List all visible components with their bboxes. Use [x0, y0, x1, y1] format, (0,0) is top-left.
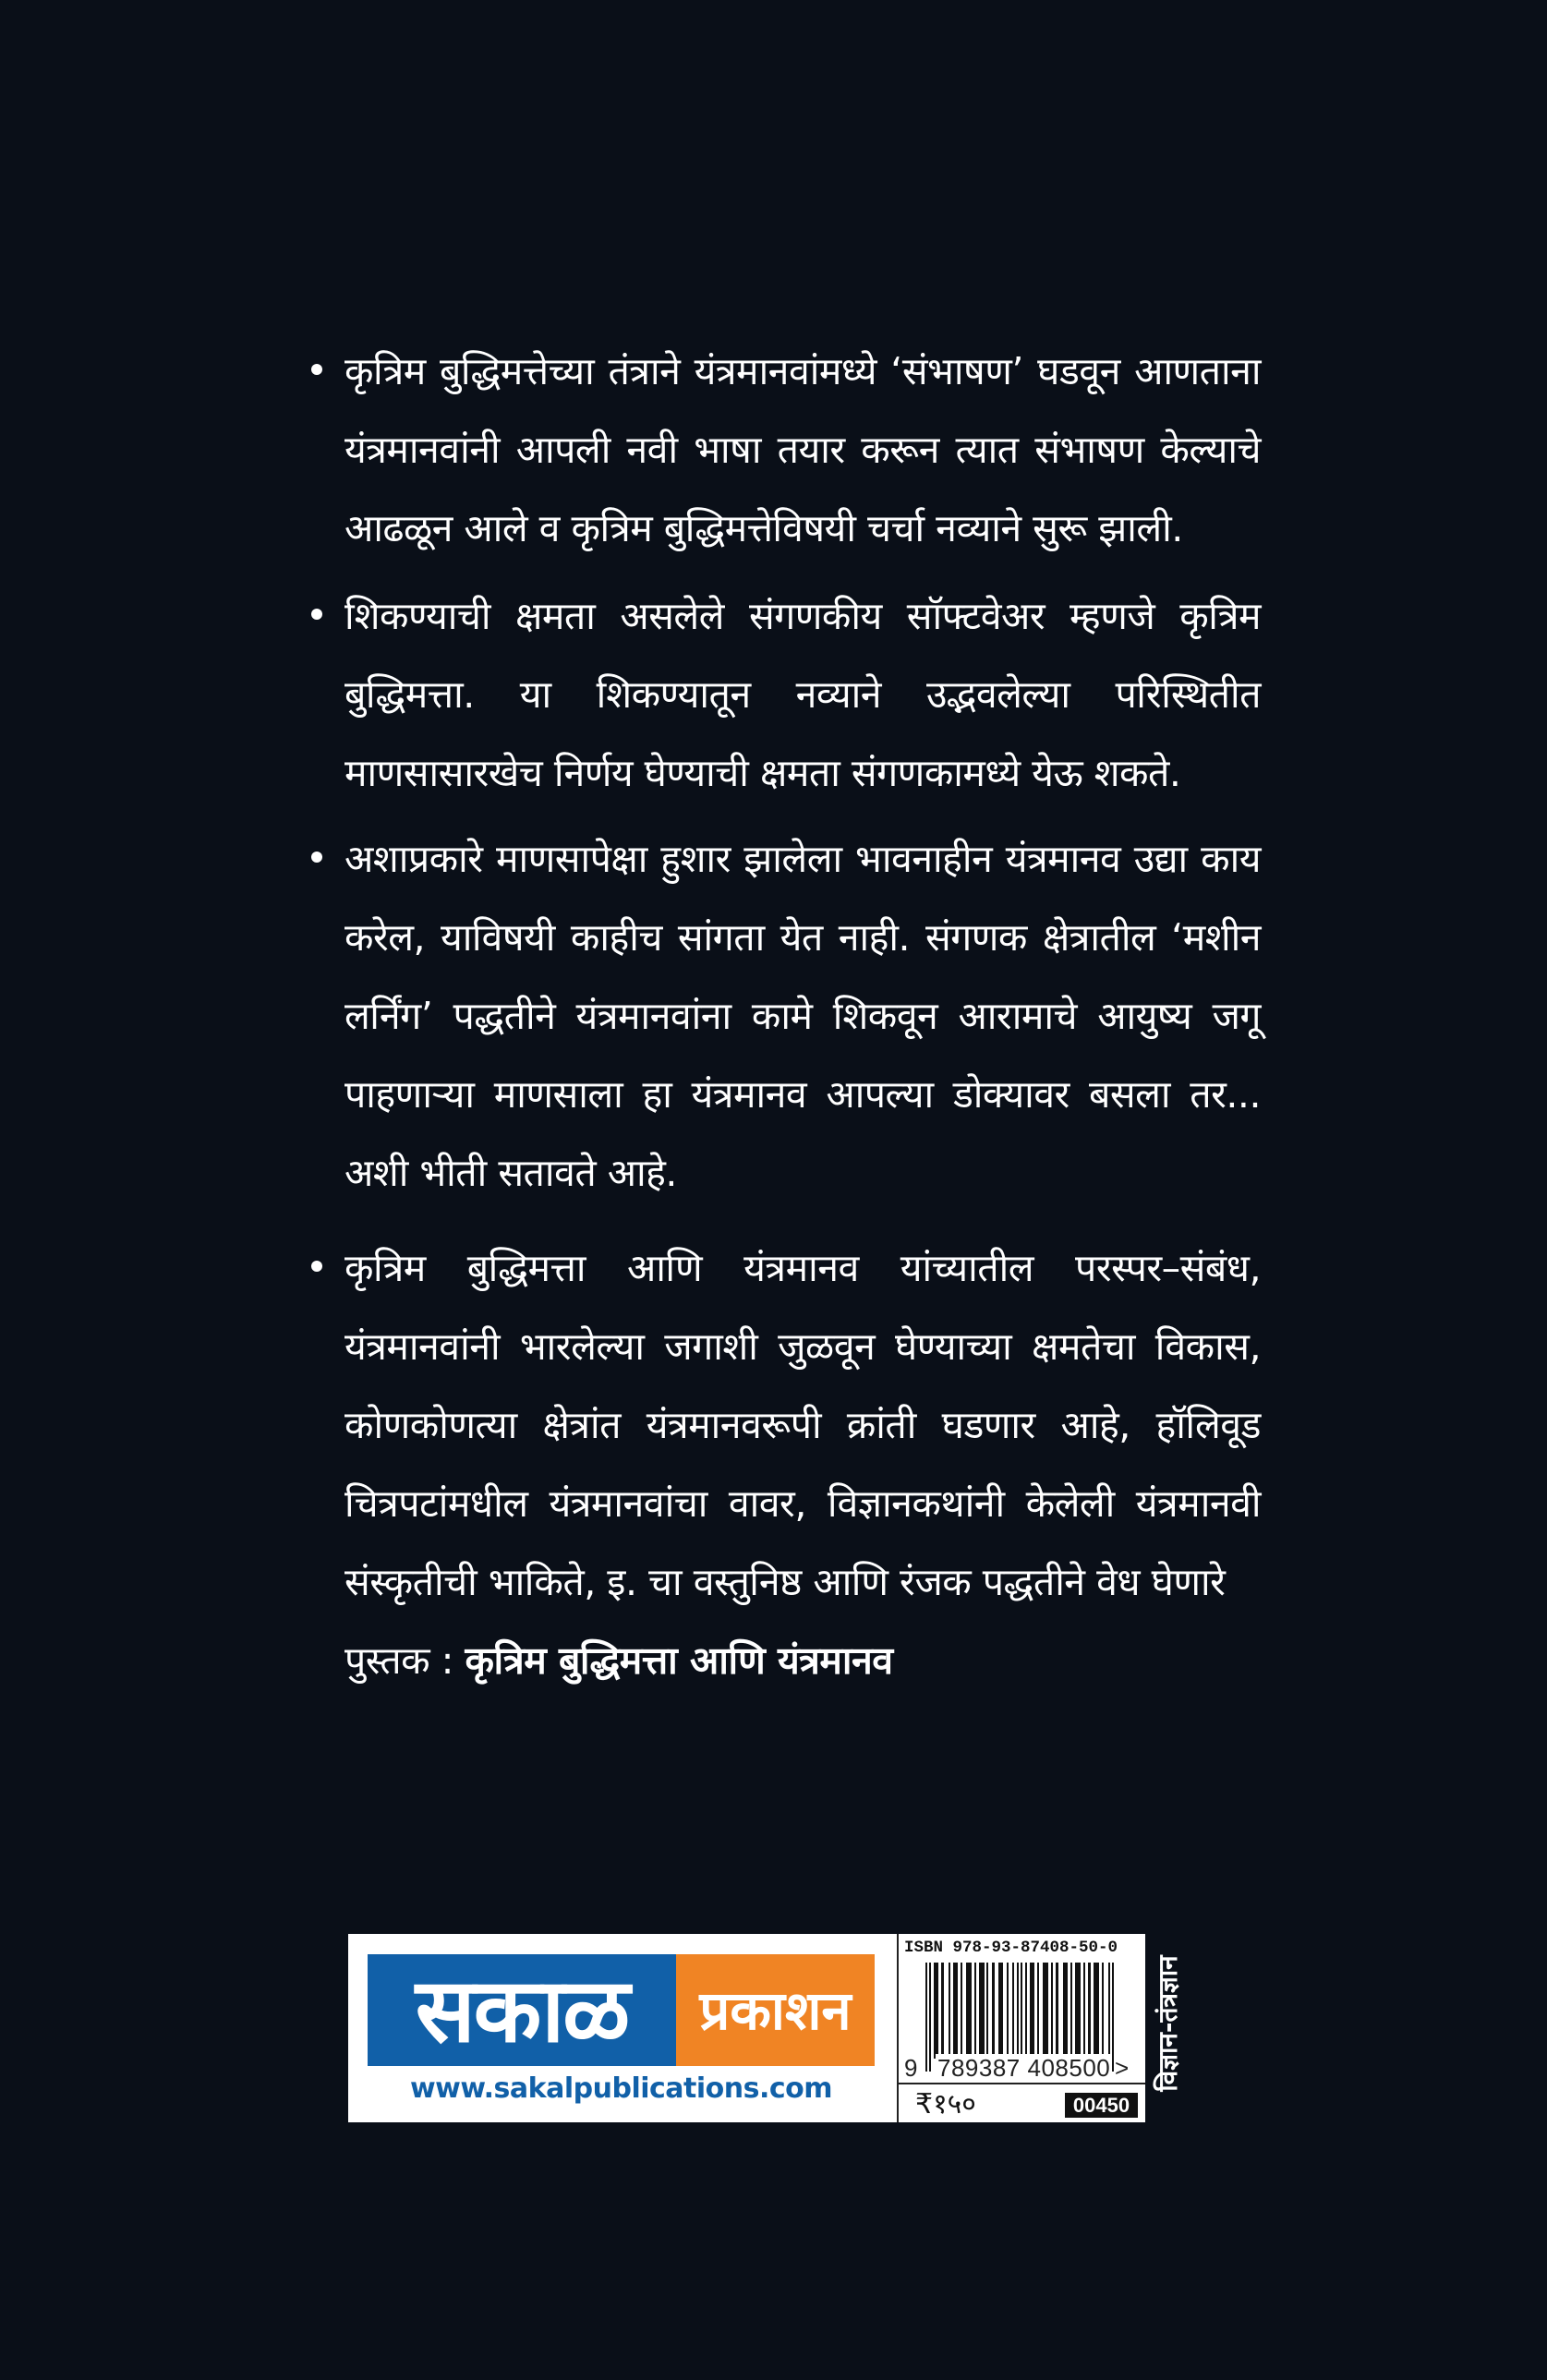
barcode-arrow: >	[1115, 2054, 1130, 2082]
book-title: कृत्रिम बुद्धिमत्ता आणि यंत्रमानव	[465, 1638, 893, 1683]
paragraph-text: कृत्रिम बुद्धिमत्ता आणि यंत्रमानव यांच्यातील परस्पर–संबंध, यंत्रमानवांनी भारलेल्या जगाशी जुळवून घेण्याच्या क्षमतेचा विकास, कोणकोणत्या क्षेत्रांत यंत्रमानवरूपी क्रांती घडणार आहे, हॉलिवूड चित्रपटांमधील यंत्रमानवांचा वावर, विज्ञानकथांनी केलेली यंत्रमानवी संस्कृतीची भाकिते, इ. चा वस्तुनिष्ठ आणि रंजक पद्धतीने वेध घेणारे	[344, 1246, 1261, 1604]
publisher-website: www.sakalpublications.com	[409, 2072, 833, 2105]
blurb-paragraph	[344, 1229, 1261, 1700]
barcode-digits-main: 789387 408500	[937, 2054, 1111, 2082]
back-cover-blurb	[344, 332, 1261, 1709]
bullet-icon	[311, 364, 322, 375]
publisher-logo-main-text: सकाळ	[415, 1958, 629, 2062]
bullet-icon	[311, 1261, 322, 1272]
divider	[897, 1934, 899, 2122]
paragraph-text: शिकण्याची क्षमता असलेले संगणकीय सॉफ्टवेअर म्हणजे कृत्रिम बुद्धिमत्ता. या शिकण्यातून नव्याने उद्भवलेल्या परिस्थितीत माणसासारखेच निर्णय घेण्याची क्षमता संगणकामध्ये येऊ शकते.	[344, 594, 1261, 795]
category-label: विज्ञान-तंत्रज्ञान	[1153, 1955, 1183, 2092]
price: ₹१५०	[915, 2088, 976, 2120]
barcode-digit-first: 9	[904, 2054, 918, 2082]
blurb-paragraph	[344, 332, 1261, 568]
paragraph-text: अशाप्रकारे माणसापेक्षा हुशार झालेला भावनाहीन यंत्रमानव उद्या काय करेल, याविषयी काहीच सांगता येत नाही. संगणक क्षेत्रातील ‘मशीन लर्निंग’ पद्धतीने यंत्रमानवांना कामे शिकवून आरामाचे आयुष्य जगू पाहणाऱ्या माणसाला हा यंत्रमानव आपल्या डोक्यावर बसला तर... अशी भीती सतावते आहे.	[344, 837, 1261, 1195]
divider	[897, 2083, 1145, 2084]
paragraph-text: कृत्रिम बुद्धिमत्तेच्या तंत्राने यंत्रमानवांमध्ये ‘संभाषण’ घडवून आणताना यंत्रमानवांनी आपली नवी भाषा तयार करून त्यात संभाषण केल्याचे आढळून आले व कृत्रिम बुद्धिमत्तेविषयी चर्चा नव्याने सुरू झाली.	[344, 349, 1261, 550]
publisher-logo-main	[368, 1954, 676, 2066]
publisher-logo-sub	[676, 1954, 875, 2066]
bullet-icon	[311, 609, 322, 620]
price-code: 00450	[1065, 2093, 1138, 2118]
book-label: पुस्तक :	[344, 1638, 465, 1683]
bullet-icon	[311, 852, 322, 863]
isbn-label: ISBN 978-93-87408-50-0	[904, 1939, 1118, 1957]
blurb-paragraph	[344, 577, 1261, 813]
blurb-paragraph	[344, 820, 1261, 1213]
publisher-panel	[348, 1934, 1145, 2122]
publisher-logo-sub-text: प्रकाशन	[699, 1978, 852, 2042]
